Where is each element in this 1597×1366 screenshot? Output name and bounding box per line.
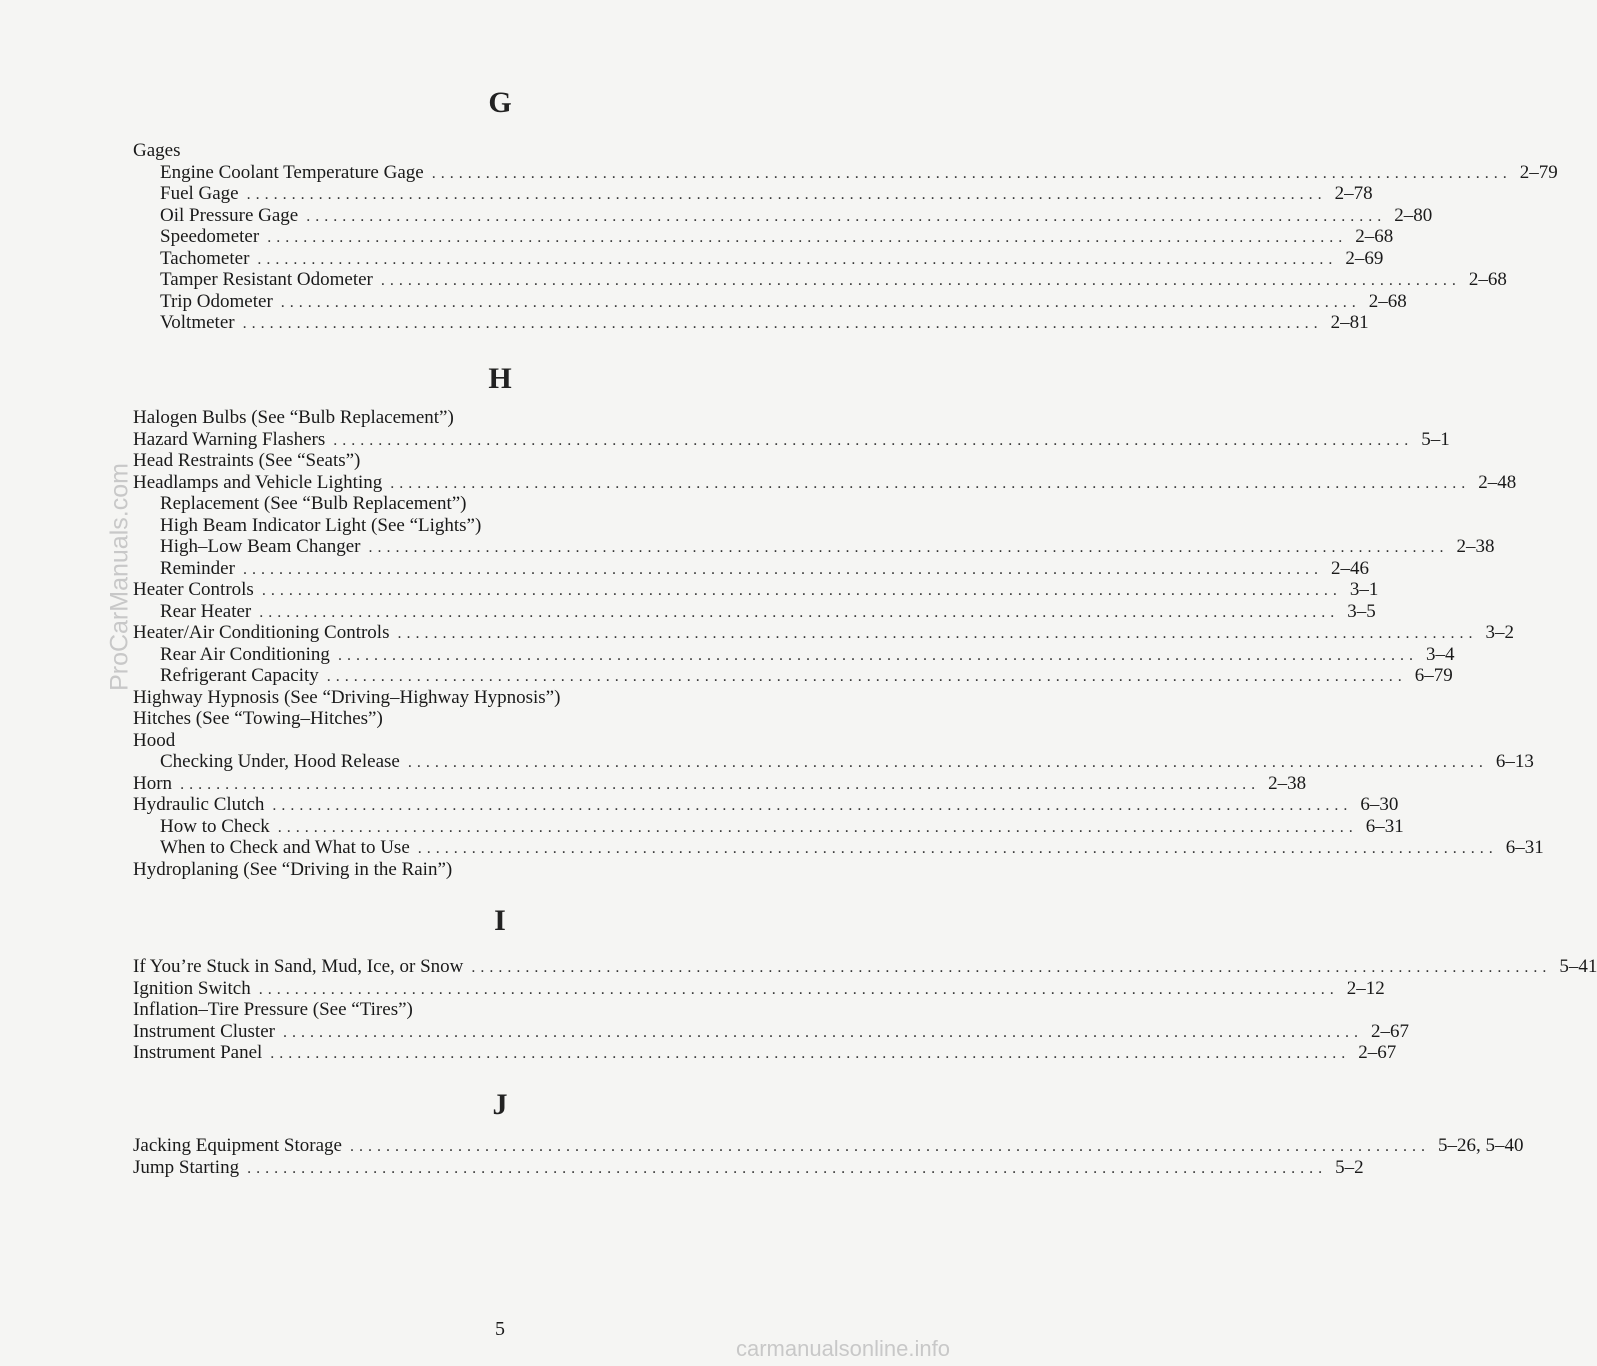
entry-label: Jacking Equipment Storage — [133, 1135, 342, 1156]
index-entry — [133, 140, 845, 162]
index-entry — [133, 515, 845, 537]
entry-label: Highway Hypnosis (See “Driving–Highway Hypnosis”) — [133, 686, 561, 708]
entry-label: Replacement (See “Bulb Replacement”) — [160, 493, 467, 514]
entry-page-ref: 5–41 — [1559, 956, 1597, 977]
index-entry — [133, 557, 1369, 580]
index-entry — [133, 1020, 1409, 1043]
entry-label: Rear Air Conditioning — [160, 643, 330, 665]
dot-leader: ........................................................................................................................ — [390, 474, 1471, 492]
dot-leader: ........................................................................................................................ — [397, 625, 1478, 642]
index-entry — [133, 1156, 1364, 1179]
entry-label: Horn — [133, 772, 173, 794]
entry-label: Tachometer — [160, 247, 250, 269]
section-g-entries — [133, 140, 1558, 334]
entry-label: Head Restraints (See “Seats”) — [133, 450, 361, 471]
index-entry — [133, 312, 1369, 334]
index-entry — [133, 794, 1399, 816]
entry-page-ref: 6–30 — [1360, 794, 1399, 815]
entry-page-ref: 2–67 — [1358, 1042, 1397, 1063]
dot-leader: ........................................................................................................................ — [261, 582, 1342, 599]
entry-label: Gages — [133, 140, 181, 161]
index-entry — [133, 269, 1507, 291]
dot-leader: ........................................................................................................................ — [471, 959, 1552, 976]
dot-leader: ........................................................................................................................ — [246, 186, 1327, 203]
entry-page-ref: 6–13 — [1495, 751, 1534, 772]
entry-label: Instrument Panel — [133, 1042, 263, 1063]
index-entry — [133, 815, 1404, 838]
dot-leader: ........................................................................................................................ — [282, 1023, 1363, 1041]
dot-leader: ........................................................................................................................ — [337, 646, 1418, 664]
index-entry — [133, 600, 1376, 623]
dot-leader: ........................................................................................................................ — [242, 560, 1323, 578]
entry-page-ref: 2–69 — [1345, 247, 1384, 269]
entry-label: Hydroplaning (See “Driving in the Rain”) — [133, 858, 453, 880]
entry-label: Reminder — [160, 557, 235, 579]
entry-page-ref: 2–80 — [1394, 204, 1433, 226]
index-entry — [133, 1042, 1397, 1064]
section-heading-h: H — [488, 362, 512, 395]
entry-page-ref: 2–68 — [1368, 290, 1407, 312]
entry-page-ref: 3–1 — [1349, 579, 1379, 600]
index-entry — [133, 183, 1373, 205]
index-entry — [133, 536, 1495, 558]
entry-page-ref: 2–68 — [1468, 269, 1507, 290]
entry-page-ref: 2–38 — [1268, 772, 1307, 794]
dot-leader: ........................................................................................................................ — [280, 293, 1361, 311]
side-watermark: ProCarManuals.com — [105, 463, 134, 691]
entry-label: Heater/Air Conditioning Controls — [133, 622, 390, 643]
entry-label: Speedometer — [160, 226, 260, 247]
entry-page-ref: 2–68 — [1355, 226, 1394, 247]
index-entry — [133, 708, 845, 730]
dot-leader: ........................................................................................................................ — [326, 668, 1407, 685]
entry-label: Engine Coolant Temperature Gage — [160, 161, 424, 183]
entry-label: If You’re Stuck in Sand, Mud, Ice, or Snow — [133, 956, 464, 977]
index-entry — [133, 956, 1597, 978]
index-entry — [133, 859, 845, 881]
index-entry — [133, 204, 1433, 227]
dot-leader: ........................................................................................................................ — [306, 207, 1387, 225]
index-entry — [133, 161, 1558, 184]
entry-page-ref: 5–1 — [1421, 428, 1450, 450]
entry-page-ref: 2–48 — [1478, 471, 1517, 493]
entry-label: When to Check and What to Use — [160, 837, 410, 858]
index-entry — [133, 977, 1385, 1000]
index-entry — [133, 407, 845, 429]
section-heading-g: G — [488, 86, 512, 119]
dot-leader: ........................................................................................................................ — [272, 797, 1353, 814]
entry-label: Trip Odometer — [160, 290, 273, 312]
entry-label: Tamper Resistant Odometer — [160, 269, 373, 290]
dot-leader: ........................................................................................................................ — [333, 431, 1414, 449]
entry-label: How to Check — [160, 815, 270, 837]
entry-label: Instrument Cluster — [133, 1020, 275, 1042]
entry-page-ref: 5–26, 5–40 — [1437, 1135, 1524, 1156]
entry-label: Heater Controls — [133, 579, 254, 600]
entry-label: Inflation–Tire Pressure (See “Tires”) — [133, 999, 413, 1020]
entry-page-ref: 2–67 — [1370, 1020, 1409, 1042]
entry-page-ref: 5–2 — [1335, 1156, 1364, 1178]
dot-leader: ........................................................................................................................ — [180, 775, 1261, 793]
dot-leader: ........................................................................................................................ — [270, 1045, 1351, 1062]
index-entry — [133, 471, 1517, 494]
entry-label: High–Low Beam Changer — [160, 536, 361, 557]
index-entry — [133, 665, 1453, 687]
entry-page-ref: 2–78 — [1334, 183, 1373, 204]
index-entry — [133, 837, 1544, 859]
dot-leader: ........................................................................................................................ — [380, 272, 1461, 289]
index-entry — [133, 493, 845, 515]
entry-page-ref: 6–31 — [1505, 837, 1544, 858]
entry-page-ref: 6–31 — [1365, 815, 1404, 837]
index-entry — [133, 247, 1384, 270]
entry-label: Hazard Warning Flashers — [133, 428, 326, 450]
entry-label: Voltmeter — [160, 312, 235, 333]
entry-label: Ignition Switch — [133, 977, 251, 999]
entry-page-ref: 2–79 — [1519, 161, 1558, 183]
index-entry — [133, 1135, 1524, 1157]
entry-label: Oil Pressure Gage — [160, 204, 299, 226]
bottom-watermark: carmanualsonline.info — [735, 1336, 950, 1361]
entry-page-ref: 6–79 — [1414, 665, 1453, 686]
entry-page-ref: 2–46 — [1330, 557, 1369, 579]
entry-label: Halogen Bulbs (See “Bulb Replacement”) — [133, 407, 454, 428]
dot-leader: ........................................................................................................................ — [407, 754, 1488, 771]
index-entry — [133, 751, 1534, 773]
entry-page-ref: 2–38 — [1456, 536, 1495, 557]
dot-leader: ........................................................................................................................ — [277, 818, 1358, 836]
dot-leader: ........................................................................................................................ — [258, 980, 1339, 998]
dot-leader: ........................................................................................................................ — [417, 840, 1498, 857]
dot-leader: ........................................................................................................................ — [431, 164, 1512, 182]
index-entry — [133, 579, 1379, 601]
dot-leader: ........................................................................................................................ — [259, 603, 1340, 621]
page-number: 5 — [495, 1318, 505, 1340]
entry-label: Headlamps and Vehicle Lighting — [133, 471, 383, 493]
entry-label: Hydraulic Clutch — [133, 794, 265, 815]
index-entry — [133, 450, 845, 472]
dot-leader: ........................................................................................................................ — [247, 1159, 1328, 1177]
index-entry — [133, 622, 1514, 644]
entry-page-ref: 3–2 — [1485, 622, 1514, 643]
index-entry — [133, 999, 845, 1021]
dot-leader: ........................................................................................................................ — [349, 1138, 1430, 1155]
index-entry — [133, 687, 845, 709]
index-entry — [133, 226, 1394, 248]
entry-label: Hitches (See “Towing–Hitches”) — [133, 708, 383, 729]
dot-leader: ........................................................................................................................ — [368, 539, 1449, 556]
dot-leader: ........................................................................................................................ — [242, 315, 1323, 332]
entry-label: Jump Starting — [133, 1156, 240, 1178]
section-heading-j: J — [492, 1088, 508, 1121]
entry-page-ref: 2–12 — [1346, 977, 1385, 999]
index-entry — [133, 730, 845, 752]
entry-label: High Beam Indicator Light (See “Lights”) — [160, 514, 482, 536]
entry-page-ref: 3–4 — [1425, 643, 1455, 665]
index-entry — [133, 772, 1307, 795]
entry-label: Checking Under, Hood Release — [160, 751, 400, 772]
section-i-entries — [133, 956, 1597, 1064]
index-entry — [133, 643, 1455, 666]
entry-page-ref: 3–5 — [1347, 600, 1376, 622]
section-j-entries — [133, 1135, 1524, 1178]
index-entry — [133, 290, 1407, 313]
entry-label: Refrigerant Capacity — [160, 665, 319, 686]
section-heading-i: I — [494, 904, 506, 937]
entry-label: Fuel Gage — [160, 183, 239, 204]
section-h-entries — [133, 407, 1544, 880]
entry-label: Hood — [133, 729, 176, 751]
dot-leader: ........................................................................................................................ — [257, 250, 1338, 268]
entry-label: Rear Heater — [160, 600, 252, 622]
dot-leader: ........................................................................................................................ — [267, 229, 1348, 246]
entry-page-ref: 2–81 — [1330, 312, 1369, 333]
index-entry — [133, 428, 1450, 451]
